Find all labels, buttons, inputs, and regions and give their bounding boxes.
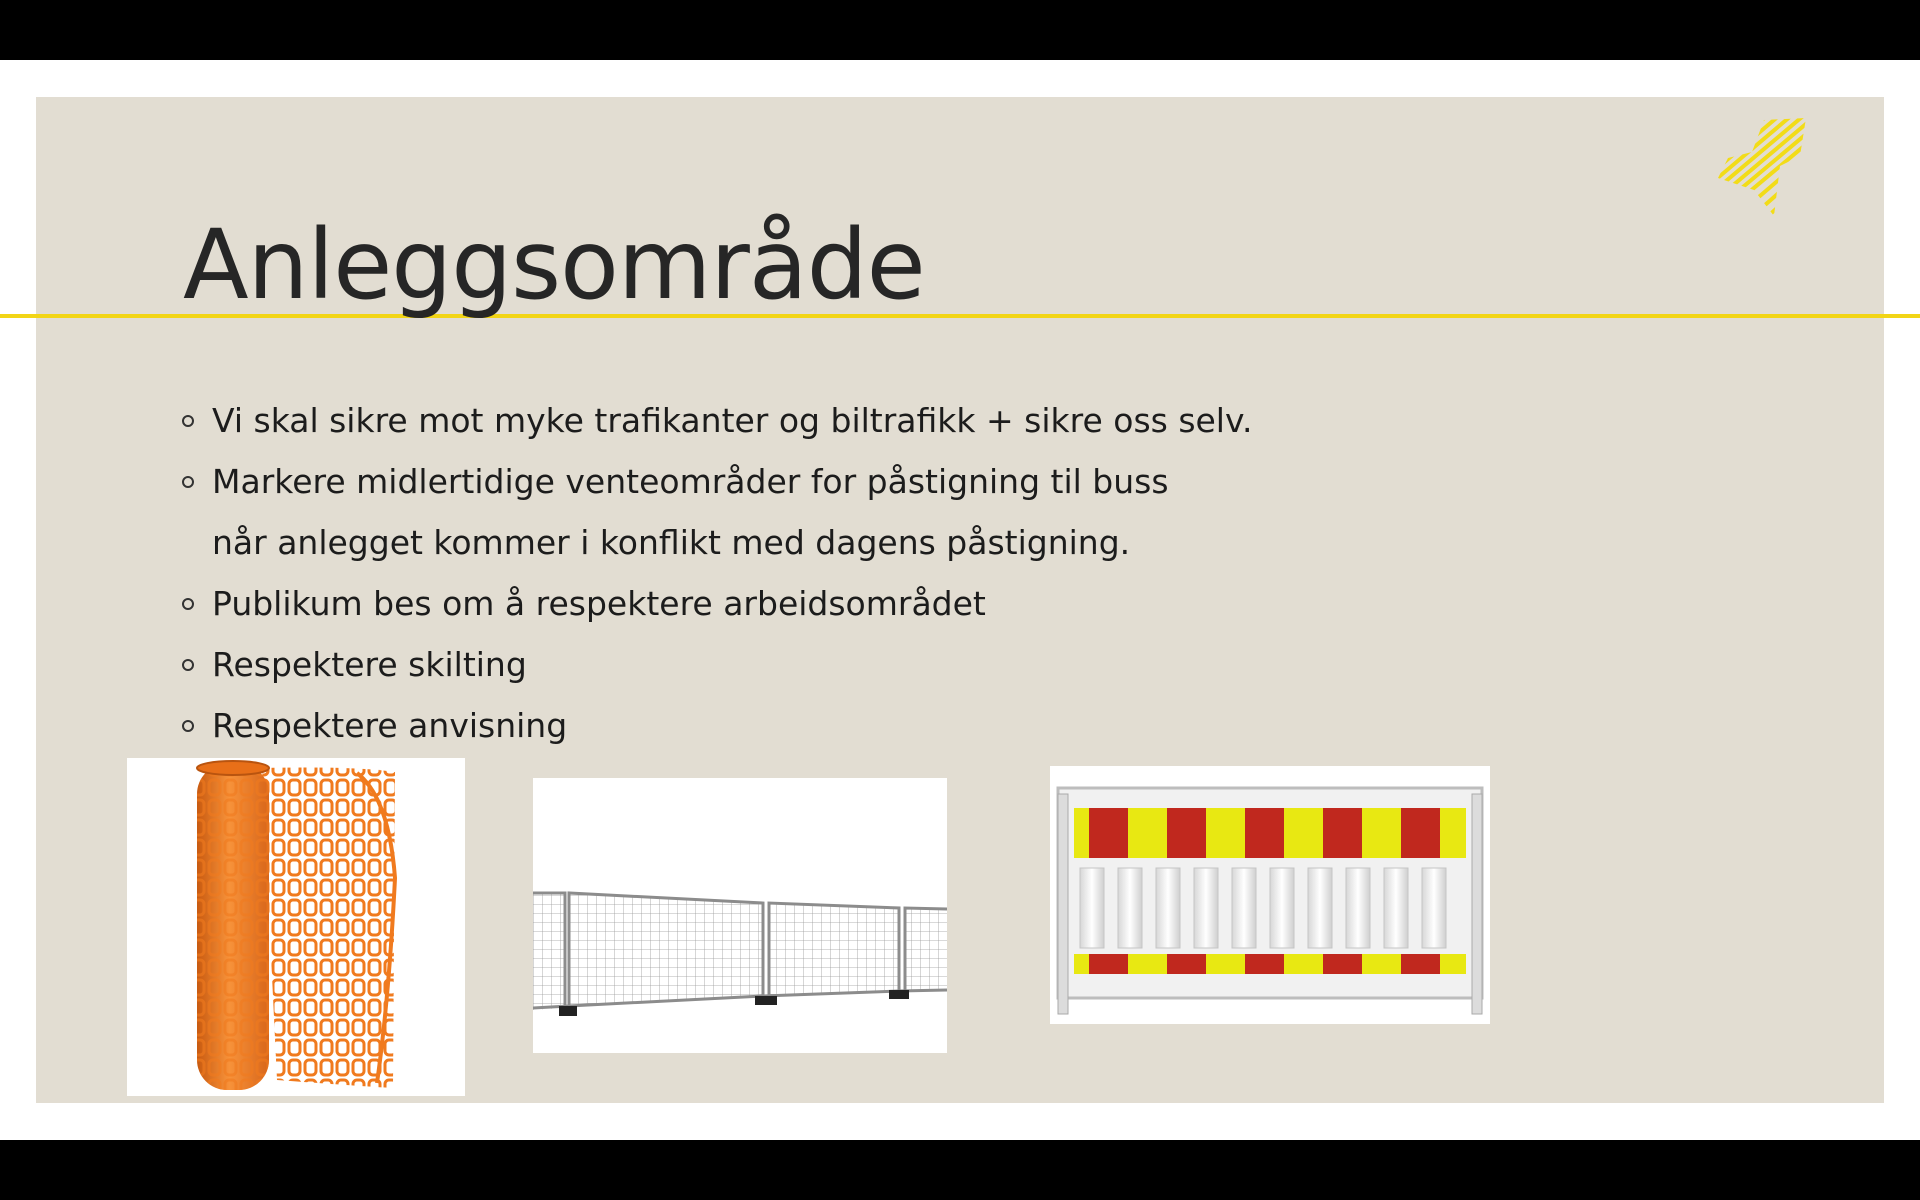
- bullet-circle-icon: [182, 720, 194, 732]
- orange-safety-net-roll-icon: [127, 758, 465, 1096]
- bullet-circle-icon: [182, 598, 194, 610]
- safety-net-photo: [127, 758, 465, 1096]
- bullet-text: Publikum bes om å respektere arbeidsområdet: [212, 584, 986, 623]
- road-barrier-photo: [1050, 766, 1490, 1024]
- bullet-circle-icon: [182, 415, 194, 427]
- bullet-item: [180, 695, 1380, 756]
- bullet-item: [180, 634, 1380, 695]
- bullet-text-continuation: når anlegget kommer i konflikt med dagens påstigning.: [212, 523, 1131, 562]
- bullet-item: [180, 573, 1380, 634]
- letterbox-top: [0, 0, 1920, 60]
- bullet-circle-icon: [182, 476, 194, 488]
- mesh-construction-fence-icon: [533, 778, 947, 1053]
- bullet-text: Respektere anvisning: [212, 706, 568, 745]
- bullet-item: [180, 451, 1380, 573]
- bullet-item: [180, 390, 1380, 451]
- bullet-text: Markere midlertidige venteområder for påstigning til buss: [212, 462, 1169, 501]
- red-yellow-road-barrier-icon: [1050, 766, 1490, 1024]
- letterbox-bottom: [0, 1140, 1920, 1200]
- construction-fence-photo: [533, 778, 947, 1053]
- slide-title: Anleggsområde: [183, 209, 925, 321]
- logo-icon: [1714, 118, 1810, 222]
- bullet-text: Respektere skilting: [212, 645, 527, 684]
- bullet-text: Vi skal sikre mot myke trafikanter og biltrafikk + sikre oss selv.: [212, 401, 1253, 440]
- bullet-list: [180, 390, 1380, 756]
- bullet-circle-icon: [182, 659, 194, 671]
